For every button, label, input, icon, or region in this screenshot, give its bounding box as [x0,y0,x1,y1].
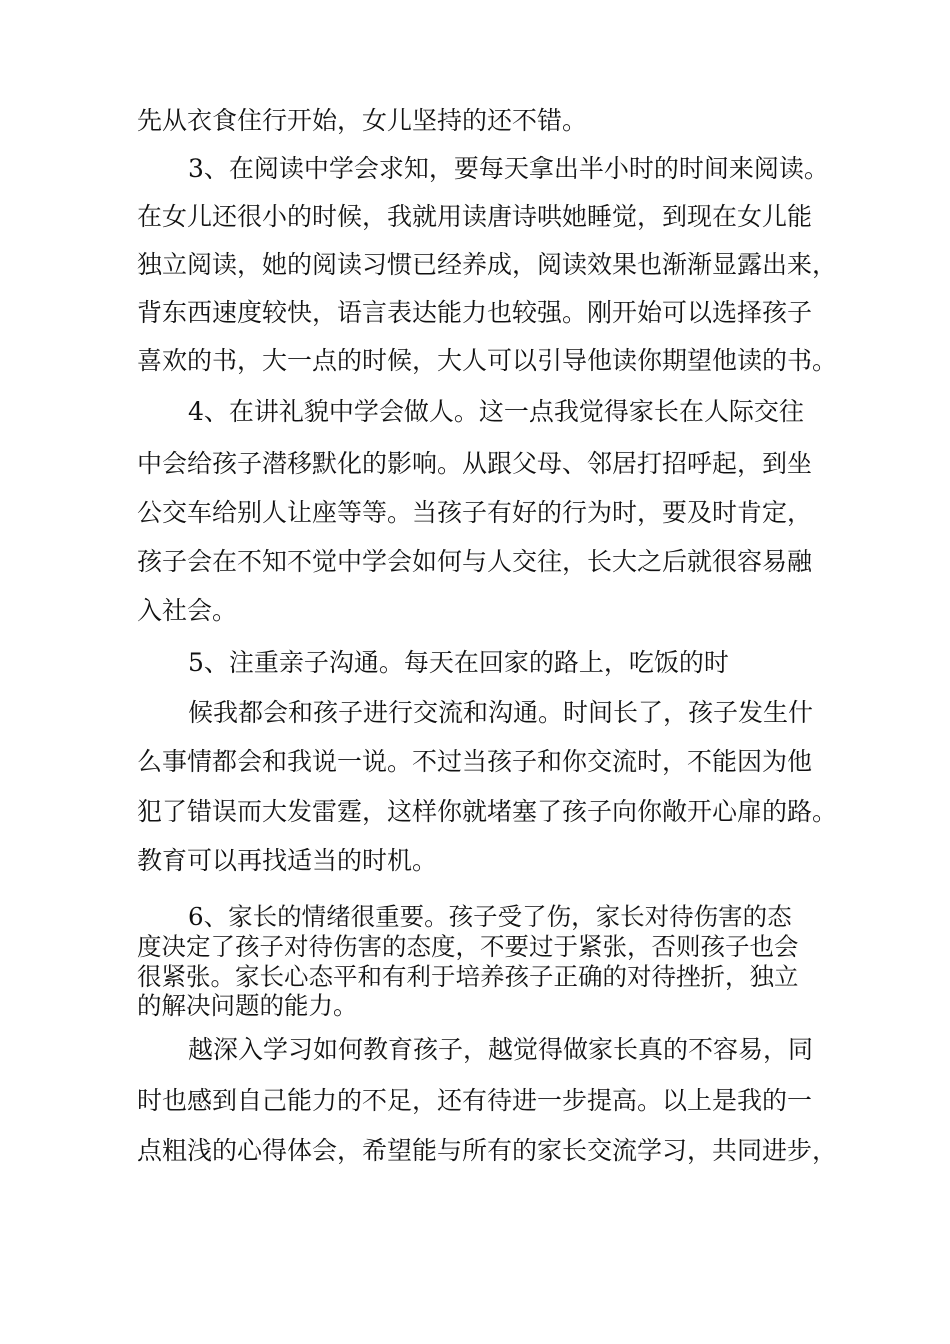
text-line: 独立阅读，她的阅读习惯已经养成，阅读效果也渐渐显露出来， [137,250,838,279]
text-line: 候我都会和孩子进行交流和沟通。时间长了，孩子发生什 [188,698,814,727]
paragraph-5-start: 5、注重亲子沟通。每天在回家的路上，吃饭的时 [188,648,729,677]
text-line: 入社会。 [137,596,238,625]
text-line: 度决定了孩子对待伤害的态度，不要过于紧张，否则孩子也会 [137,932,799,961]
text-line: 中会给孩子潜移默化的影响。从跟父母、邻居打招呼起，到坐 [137,449,813,478]
text-line: 背东西速度较快，语言表达能力也较强。刚开始可以选择孩子 [137,298,813,327]
paragraph-4-start: 4、在讲礼貌中学会做人。这一点我觉得家长在人际交往 [188,397,804,426]
text-line: 点粗浅的心得体会，希望能与所有的家长交流学习，共同进步， [137,1136,838,1165]
text-line: 在女儿还很小的时候，我就用读唐诗哄她睡觉，到现在女儿能 [137,202,813,231]
text-line: 教育可以再找适当的时机。 [137,846,438,875]
text-line: 先从衣食住行开始，女儿坚持的还不错。 [137,106,588,135]
paragraph-3-start: 3、在阅读中学会求知，要每天拿出半小时的时间来阅读。 [188,154,829,183]
text-line: 的解决问题的能力。 [137,991,358,1020]
text-line: 么事情都会和我说一说。不过当孩子和你交流时，不能因为他 [137,747,813,776]
text-line: 喜欢的书，大一点的时候，大人可以引导他读你期望他读的书。 [137,346,838,375]
text-line: 时也感到自己能力的不足，还有待进一步提高。以上是我的一 [137,1086,813,1115]
text-line: 孩子会在不知不觉中学会如何与人交往，长大之后就很容易融 [137,547,813,576]
text-line: 很紧张。家长心态平和有利于培养孩子正确的对待挫折，独立 [137,962,799,991]
paragraph-7-start: 越深入学习如何教育孩子，越觉得做家长真的不容易，同 [188,1035,814,1064]
text-line: 公交车给别人让座等等。当孩子有好的行为时，要及时肯定， [137,498,813,527]
text-line: 犯了错误而大发雷霆，这样你就堵塞了孩子向你敞开心扉的路。 [137,797,838,826]
paragraph-6-start: 6、家长的情绪很重要。孩子受了伤，家长对待伤害的态 [188,902,792,931]
